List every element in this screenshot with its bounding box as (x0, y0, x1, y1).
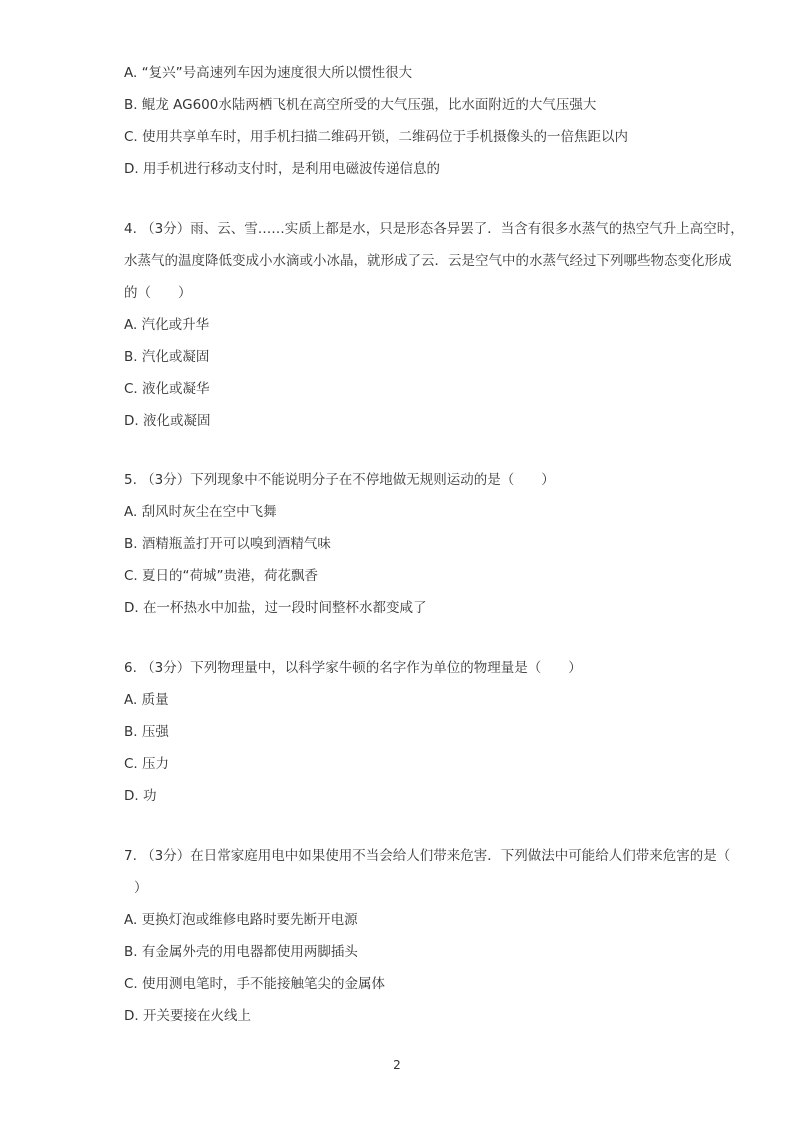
q4-option-a: A. 汽化或升华 (124, 317, 210, 333)
q4-option-c: C. 液化或凝华 (124, 381, 210, 397)
q6-stem: 6. （3分）下列物理量中，以科学家牛顿的名字作为单位的物理量是（ ） (124, 660, 582, 676)
q4-option-d: D. 液化或凝固 (124, 413, 211, 429)
q3-option-a: A. “复兴”号高速列车因为速度很大所以惯性很大 (124, 65, 413, 81)
q6-option-a: A. 质量 (124, 692, 169, 708)
q4-option-b: B. 汽化或凝固 (124, 349, 210, 365)
q7-stem-line-2: ） (134, 880, 148, 896)
q7-option-b: B. 有金属外壳的用电器都使用两脚插头 (124, 944, 358, 960)
q5-stem: 5. （3分）下列现象中不能说明分子在不停地做无规则运动的是（ ） (124, 472, 555, 488)
q4-stem-line-1: 4. （3分）雨、云、雪……实质上都是水，只是形态各异罢了．当含有很多水蒸气的热空气升上高空时， (124, 221, 744, 237)
page-number: 2 (393, 1058, 401, 1072)
q4-stem-line-3: 的（ ） (124, 285, 192, 301)
q6-option-b: B. 压强 (124, 724, 169, 740)
q3-option-d: D. 用手机进行移动支付时，是利用电磁波传递信息的 (124, 161, 440, 177)
q3-option-c: C. 使用共享单车时，用手机扫描二维码开锁，二维码位于手机摄像头的一倍焦距以内 (124, 129, 629, 145)
q7-option-d: D. 开关要接在火线上 (124, 1008, 251, 1024)
q6-option-d: D. 功 (124, 788, 157, 804)
q7-option-c: C. 使用测电笔时，手不能接触笔尖的金属体 (124, 976, 386, 992)
q7-stem-line-1: 7. （3分）在日常家庭用电中如果使用不当会给人们带来危害．下列做法中可能给人们带来危害的是（ (124, 848, 731, 864)
q6-option-c: C. 压力 (124, 756, 170, 772)
q5-option-d: D. 在一杯热水中加盐，过一段时间整杯水都变咸了 (124, 600, 427, 616)
q3-option-b: B. 鲲龙 AG600水陆两栖飞机在高空所受的大气压强，比水面附近的大气压强大 (124, 97, 597, 113)
q4-stem-line-2: 水蒸气的温度降低变成小水滴或小冰晶，就形成了云．云是空气中的水蒸气经过下列哪些物态变化形成 (124, 253, 732, 269)
q5-option-a: A. 刮风时灰尘在空中飞舞 (124, 504, 277, 520)
q7-option-a: A. 更换灯泡或维修电路时要先断开电源 (124, 912, 358, 928)
q5-option-c: C. 夏日的“荷城”贵港，荷花飘香 (124, 568, 318, 584)
q5-option-b: B. 酒精瓶盖打开可以嗅到酒精气味 (124, 536, 331, 552)
